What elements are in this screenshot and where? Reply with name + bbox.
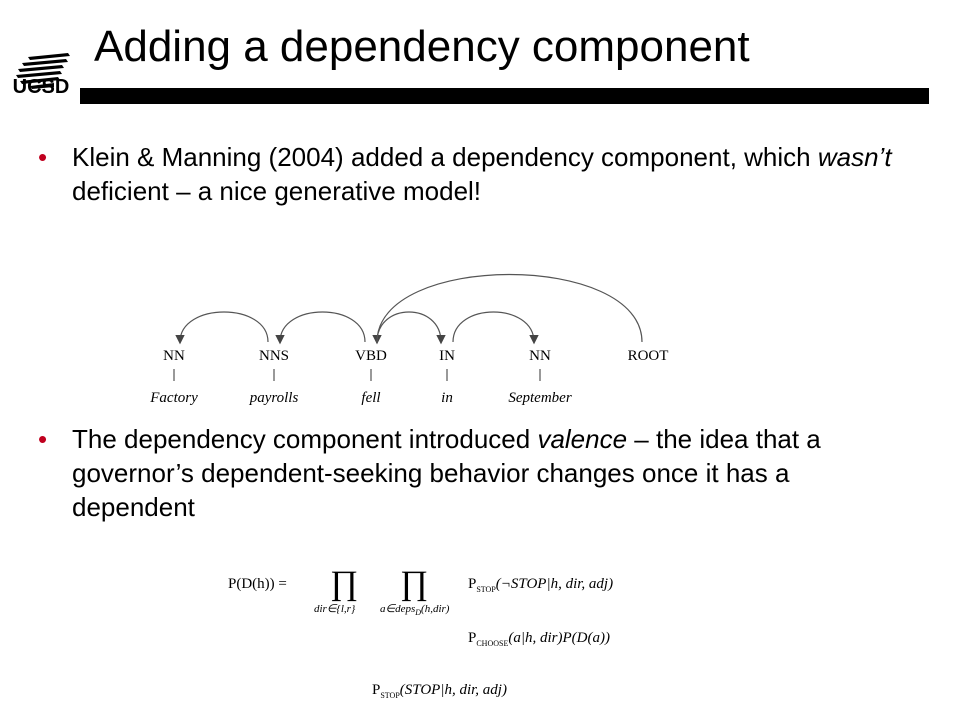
word-token: fell xyxy=(361,390,381,406)
word-token: payrolls xyxy=(249,390,299,406)
title-underline-bar xyxy=(80,88,929,104)
pos-tag: ROOT xyxy=(627,348,669,364)
dependency-arc xyxy=(377,312,441,342)
product-2-subscript: a∈deps$_D$(h,dir) xyxy=(380,603,450,617)
formula-term-stop: $P_{STOP}(STOP|h$, dir, adj) xyxy=(372,682,507,700)
bullet-dot: • xyxy=(38,424,48,454)
dependency-arc xyxy=(377,275,642,343)
product-symbol-2: ∏ xyxy=(400,565,428,602)
bullet-dot: • xyxy=(38,142,48,172)
word-token: Factory xyxy=(150,390,198,406)
formula-term-stop-not: $P_{STOP}(\neg STOP|h$, dir, adj) xyxy=(468,576,614,594)
ucsd-wordmark: UCSD xyxy=(12,76,70,98)
dependency-arc xyxy=(280,312,365,342)
formula-lhs: P(D(h)) = xyxy=(228,576,287,592)
product-symbol-1: ∏ xyxy=(330,565,358,602)
word-token: September xyxy=(508,390,572,406)
pos-tag: IN xyxy=(439,348,455,364)
product-1-subscript: dir∈{l,r} xyxy=(314,603,356,615)
bullet-text: Klein & Manning (2004) added a dependency component, which wasn’t deficient – a nice generative model! xyxy=(72,142,892,206)
formula-term-choose: $P_{CHOOSE}(a|h$, dir)P(D(a)) xyxy=(468,630,610,648)
dependency-arc xyxy=(453,312,534,342)
valence-formula xyxy=(0,560,960,720)
pos-tag: VBD xyxy=(355,348,387,364)
pos-tag: NN xyxy=(163,348,185,364)
dependency-arc xyxy=(180,312,268,342)
bullet-text: The dependency component introduced valence – the idea that a governor’s dependent-seeking behavior changes once it has a dependent xyxy=(72,424,821,522)
pos-tag: NNS xyxy=(258,348,290,364)
slide-title: Adding a dependency component xyxy=(94,22,750,71)
dependency-tree-diagram xyxy=(0,270,960,420)
pos-tag: NN xyxy=(529,348,551,364)
word-token: in xyxy=(441,390,453,406)
